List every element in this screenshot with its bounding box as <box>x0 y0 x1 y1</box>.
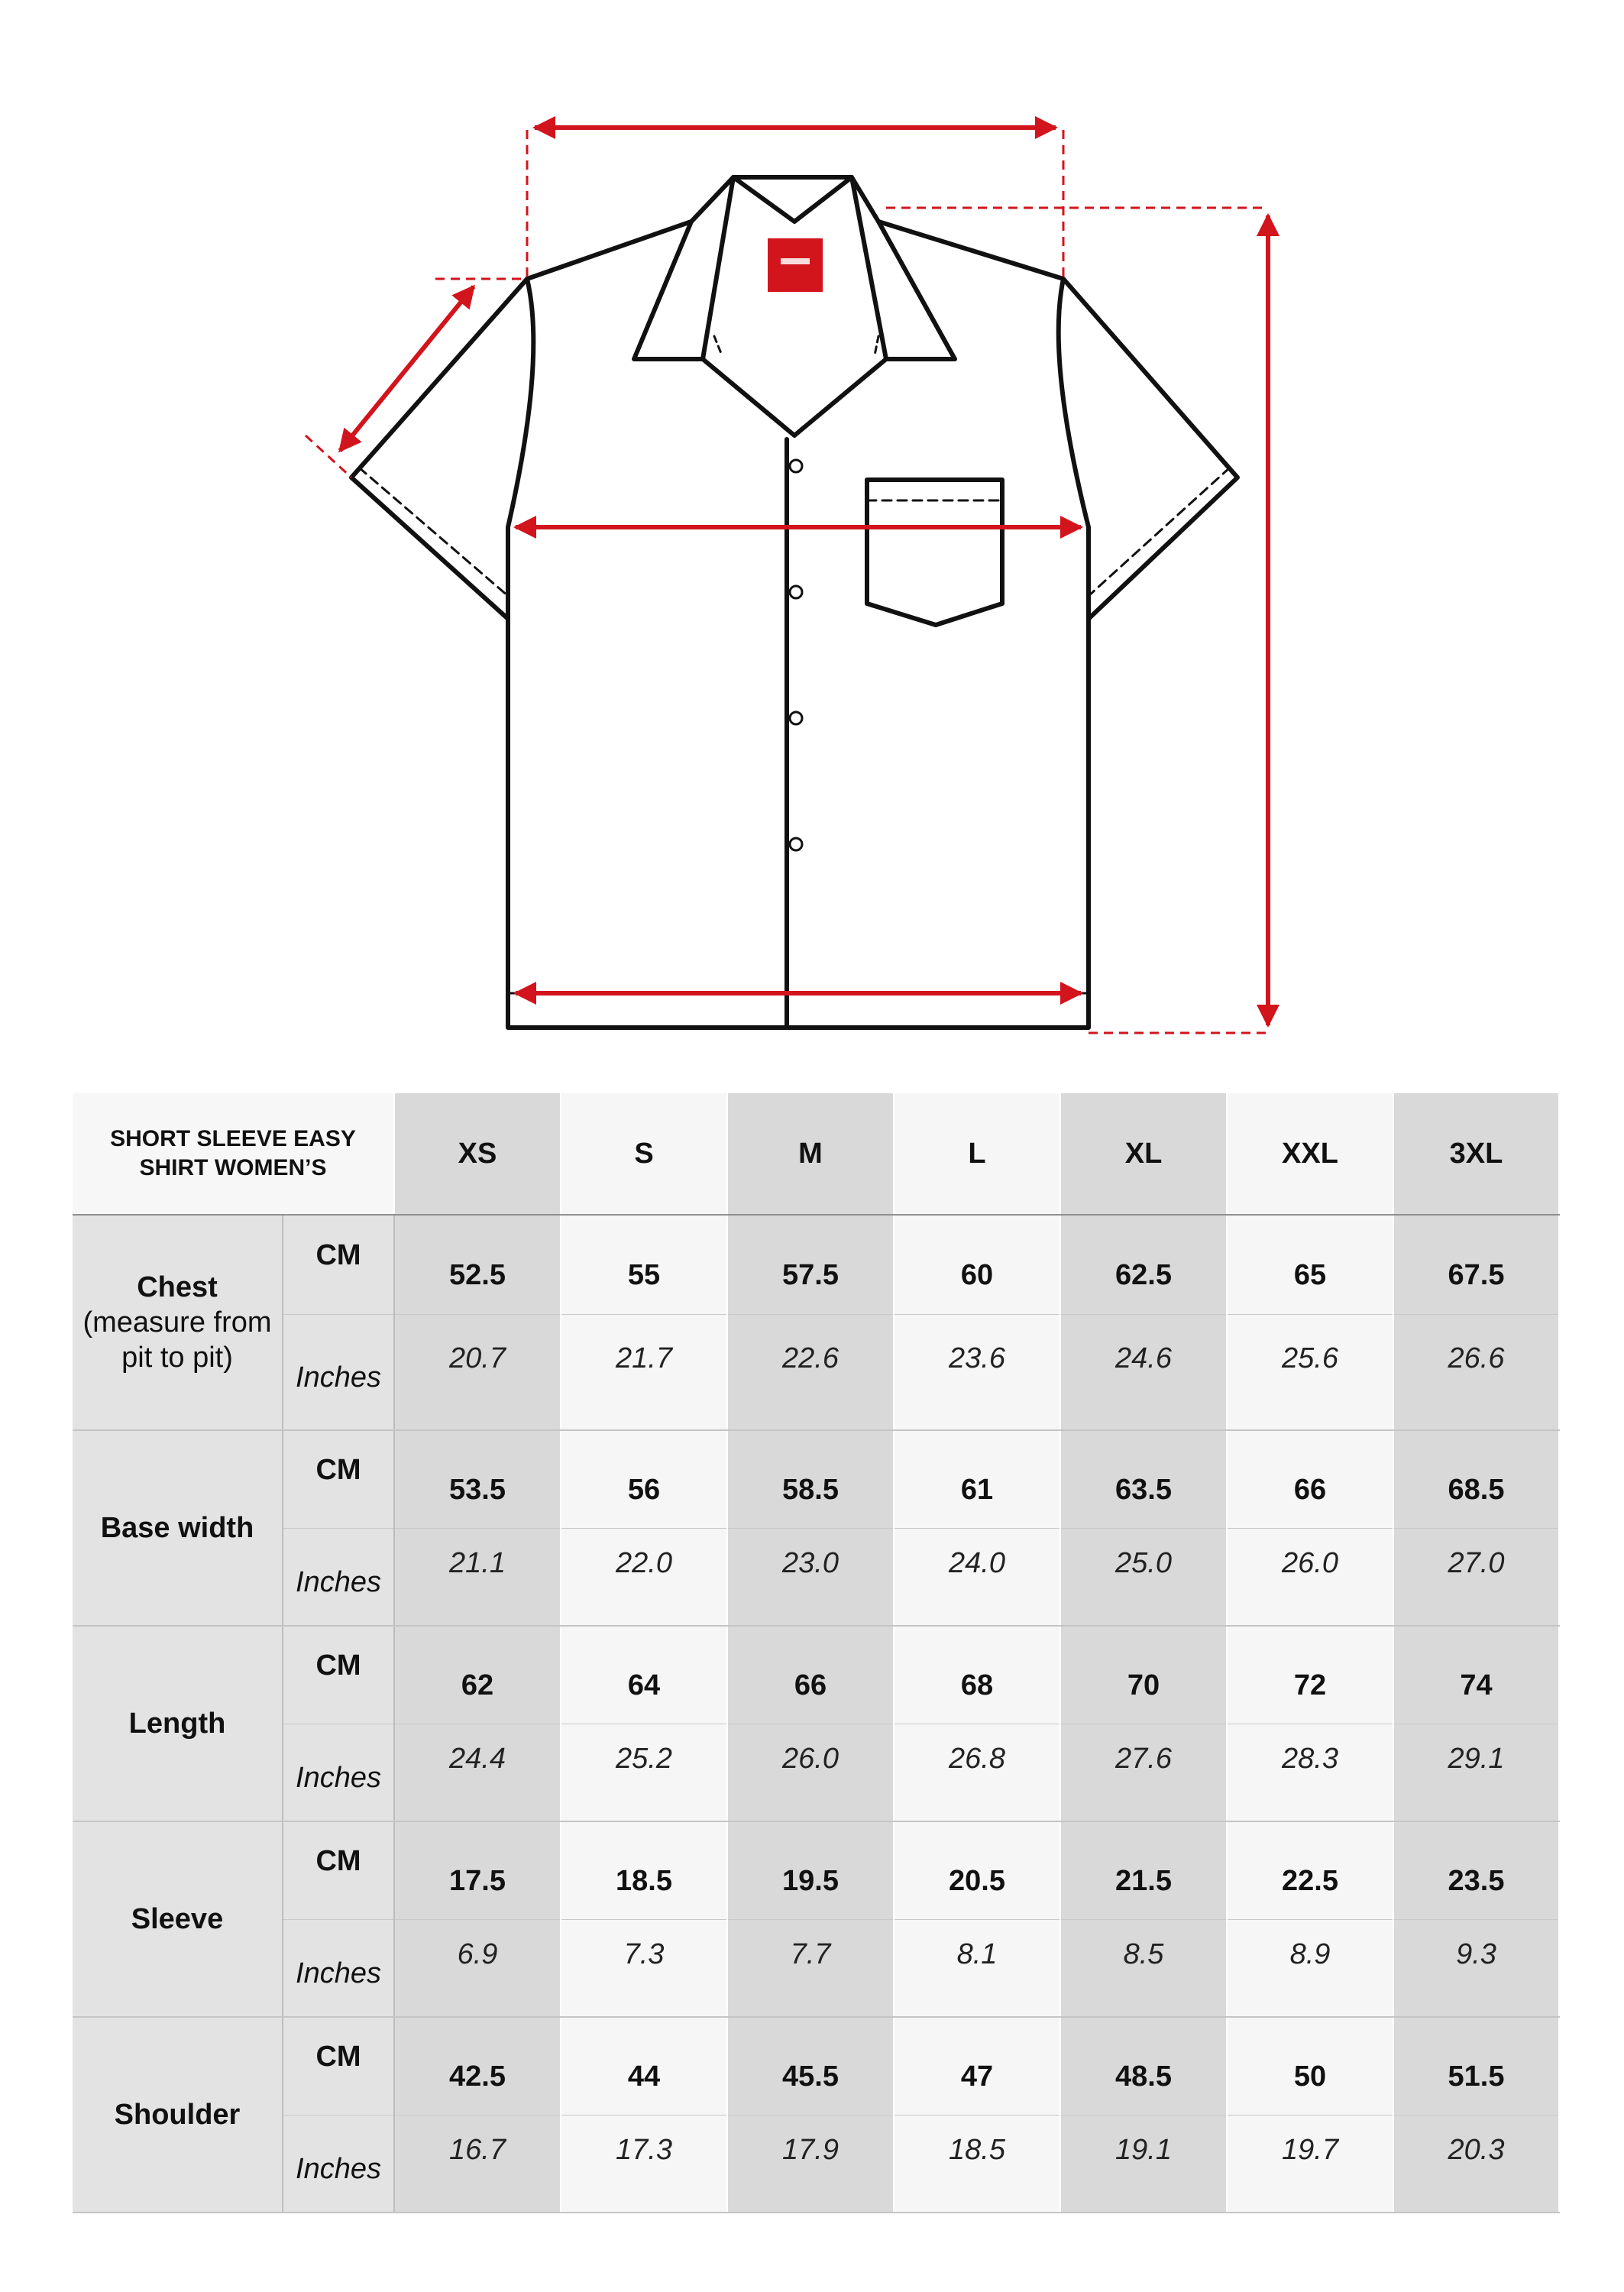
table-row <box>73 1528 1559 1626</box>
measurement-name: Base width <box>100 1512 254 1544</box>
value-cm: 44 <box>561 2017 727 2115</box>
value-inches: 8.9 <box>1227 1919 1393 2017</box>
size-header-l: L <box>894 1093 1060 1215</box>
value-inches: 23.0 <box>727 1528 894 1626</box>
value-inches: 25.0 <box>1060 1528 1227 1626</box>
value-cm: 52.5 <box>394 1215 561 1314</box>
measurement-name: Chest <box>137 1271 218 1303</box>
size-header-s: S <box>561 1093 727 1215</box>
value-cm: 42.5 <box>394 2017 561 2115</box>
measurement-label-sleeve <box>73 1821 283 2017</box>
table-title-line1: SHORT SLEEVE EASY <box>110 1126 356 1151</box>
unit-cm-label: CM <box>283 1626 394 1724</box>
value-cm: 45.5 <box>727 2017 894 2115</box>
value-cm: 62.5 <box>1060 1215 1227 1314</box>
value-cm: 66 <box>727 1626 894 1724</box>
value-inches: 28.3 <box>1227 1724 1393 1821</box>
shirt-outline-illustration <box>351 177 1237 1028</box>
measurement-name: Shoulder <box>114 2099 241 2131</box>
value-inches: 25.6 <box>1227 1314 1393 1430</box>
measurement-label-length <box>73 1626 283 1821</box>
table-row <box>73 1430 1559 1528</box>
value-inches: 20.3 <box>1393 2115 1559 2213</box>
unit-cm-label: CM <box>283 2017 394 2115</box>
unit-inches-label: Inches <box>283 2115 394 2213</box>
value-inches: 9.3 <box>1393 1919 1559 2017</box>
table-row <box>73 1626 1559 1724</box>
size-header-3xl: 3XL <box>1393 1093 1559 1215</box>
table-row <box>73 1215 1559 1314</box>
table-title <box>73 1093 394 1215</box>
value-cm: 18.5 <box>561 1821 727 1919</box>
value-cm: 56 <box>561 1430 727 1528</box>
value-inches: 26.8 <box>894 1724 1060 1821</box>
size-header-xxl: XXL <box>1227 1093 1393 1215</box>
value-inches: 8.5 <box>1060 1919 1227 2017</box>
value-inches: 6.9 <box>394 1919 561 2017</box>
brand-label-icon <box>768 238 823 292</box>
value-cm: 48.5 <box>1060 2017 1227 2115</box>
unit-inches-label: Inches <box>283 1314 394 1430</box>
unit-inches-label: Inches <box>283 1528 394 1626</box>
value-cm: 66 <box>1227 1430 1393 1528</box>
value-inches: 24.0 <box>894 1528 1060 1626</box>
shirt-measurement-diagram <box>0 0 1624 1070</box>
value-inches: 27.0 <box>1393 1528 1559 1626</box>
value-cm: 47 <box>894 2017 1060 2115</box>
value-cm: 68 <box>894 1626 1060 1724</box>
value-cm: 61 <box>894 1430 1060 1528</box>
size-chart-table <box>73 1093 1560 2213</box>
value-inches: 16.7 <box>394 2115 561 2213</box>
value-cm: 53.5 <box>394 1430 561 1528</box>
value-inches: 8.1 <box>894 1919 1060 2017</box>
table-row <box>73 1821 1559 1919</box>
value-inches: 7.7 <box>727 1919 894 2017</box>
value-inches: 7.3 <box>561 1919 727 2017</box>
table-row <box>73 1919 1559 2017</box>
value-inches: 19.7 <box>1227 2115 1393 2213</box>
value-cm: 65 <box>1227 1215 1393 1314</box>
size-header-row <box>73 1093 1559 1215</box>
value-inches: 23.6 <box>894 1314 1060 1430</box>
value-cm: 72 <box>1227 1626 1393 1724</box>
value-inches: 17.9 <box>727 2115 894 2213</box>
value-cm: 74 <box>1393 1626 1559 1724</box>
value-inches: 29.1 <box>1393 1724 1559 1821</box>
table-row <box>73 2115 1559 2213</box>
value-inches: 24.6 <box>1060 1314 1227 1430</box>
unit-inches-label: Inches <box>283 1919 394 2017</box>
value-cm: 17.5 <box>394 1821 561 1919</box>
value-cm: 51.5 <box>1393 2017 1559 2115</box>
value-inches: 20.7 <box>394 1314 561 1430</box>
unit-cm-label: CM <box>283 1430 394 1528</box>
value-cm: 64 <box>561 1626 727 1724</box>
measurement-label-chest <box>73 1215 283 1430</box>
size-header-m: M <box>727 1093 894 1215</box>
value-cm: 57.5 <box>727 1215 894 1314</box>
table-row <box>73 1724 1559 1821</box>
value-inches: 21.7 <box>561 1314 727 1430</box>
value-inches: 25.2 <box>561 1724 727 1821</box>
size-header-xs: XS <box>394 1093 561 1215</box>
table-row <box>73 1314 1559 1430</box>
value-cm: 60 <box>894 1215 1060 1314</box>
value-cm: 68.5 <box>1393 1430 1559 1528</box>
unit-inches-label: Inches <box>283 1724 394 1821</box>
value-inches: 21.1 <box>394 1528 561 1626</box>
size-header-xl: XL <box>1060 1093 1227 1215</box>
table-row <box>73 2017 1559 2115</box>
value-cm: 67.5 <box>1393 1215 1559 1314</box>
value-cm: 19.5 <box>727 1821 894 1919</box>
measurement-note: (measure from pit to pit) <box>82 1306 272 1374</box>
value-inches: 18.5 <box>894 2115 1060 2213</box>
value-inches: 24.4 <box>394 1724 561 1821</box>
measurement-label-base-width <box>73 1430 283 1626</box>
value-cm: 55 <box>561 1215 727 1314</box>
value-inches: 26.6 <box>1393 1314 1559 1430</box>
value-inches: 26.0 <box>727 1724 894 1821</box>
value-inches: 26.0 <box>1227 1528 1393 1626</box>
value-cm: 21.5 <box>1060 1821 1227 1919</box>
value-inches: 19.1 <box>1060 2115 1227 2213</box>
value-inches: 27.6 <box>1060 1724 1227 1821</box>
unit-cm-label: CM <box>283 1215 394 1314</box>
value-cm: 63.5 <box>1060 1430 1227 1528</box>
value-cm: 58.5 <box>727 1430 894 1528</box>
value-inches: 22.6 <box>727 1314 894 1430</box>
measurement-name: Length <box>128 1708 226 1740</box>
value-cm: 20.5 <box>894 1821 1060 1919</box>
value-cm: 62 <box>394 1626 561 1724</box>
unit-cm-label: CM <box>283 1821 394 1919</box>
table-title-line2: SHIRT WOMEN’S <box>139 1155 327 1180</box>
measurement-label-shoulder <box>73 2017 283 2213</box>
value-cm: 70 <box>1060 1626 1227 1724</box>
value-inches: 22.0 <box>561 1528 727 1626</box>
value-cm: 23.5 <box>1393 1821 1559 1919</box>
value-inches: 17.3 <box>561 2115 727 2213</box>
value-cm: 22.5 <box>1227 1821 1393 1919</box>
value-cm: 50 <box>1227 2017 1393 2115</box>
measurement-name: Sleeve <box>131 1903 224 1935</box>
